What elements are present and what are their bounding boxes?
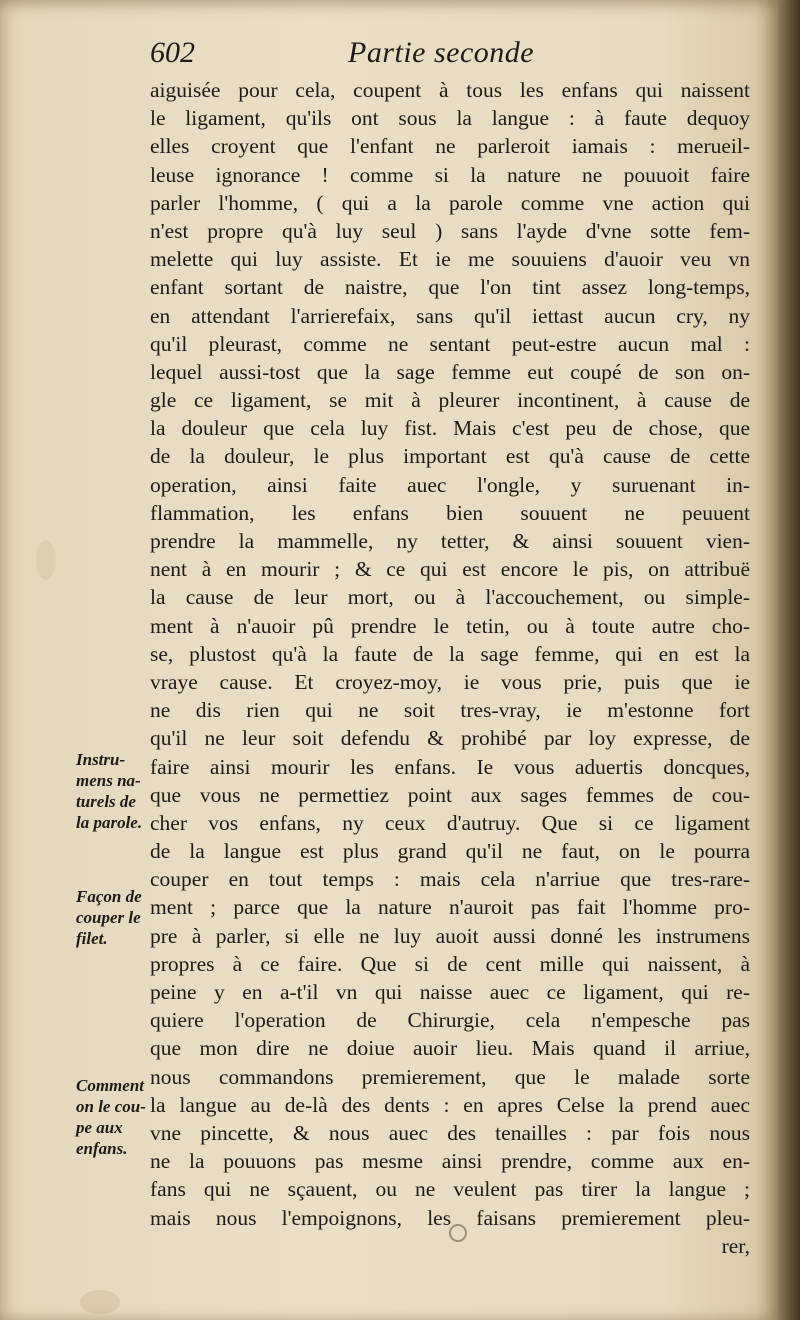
- margin-note-line: Comment: [76, 1076, 145, 1095]
- printer-ornament: [449, 1224, 467, 1242]
- margin-note-line: Façon de: [76, 887, 142, 906]
- margin-note-instruments: [76, 749, 156, 833]
- margin-note-line: enfans.: [76, 1139, 128, 1158]
- text-line: qu'il pleurast, comme ne sentant peut-estre aucun mal :: [150, 331, 750, 356]
- text-line: que mon dire ne doiue auoir lieu. Mais quand il arriue,: [150, 1036, 750, 1061]
- text-line: la douleur que cela luy fist. Mais c'est peu de chose, que: [150, 416, 750, 441]
- text-line: n'est propre qu'à luy seul ) sans l'ayde d'vne sotte fem-: [150, 218, 750, 243]
- text-line: parler l'homme, ( qui a la parole comme vne action qui: [150, 190, 750, 215]
- text-line: la langue au de-là des dents : en apres Celse la prend auec: [150, 1092, 750, 1117]
- text-line: le ligament, qu'ils ont sous la langue : à faute dequoy: [150, 106, 750, 131]
- margin-note-line: filet.: [76, 929, 108, 948]
- running-head: Partie seconde: [348, 36, 535, 69]
- text-line: la cause de leur mort, ou à l'accouchement, ou simple-: [150, 585, 750, 610]
- text-line: gle ce ligament, se mit à pleurer incontinent, à cause de: [150, 388, 750, 413]
- text-line: enfant sortant de naistre, que l'on tint assez long-temps,: [150, 275, 750, 300]
- text-line: vne pincette, & nous auec des tenailles : par fois nous: [150, 1120, 750, 1145]
- text-line: lequel aussi-tost que la sage femme eut coupé de son on-: [150, 359, 750, 384]
- margin-note-line: mens na-: [76, 771, 141, 790]
- text-line: prendre la mammelle, ny tetter, & ainsi souuent vien-: [150, 529, 750, 553]
- margin-note-cutting: [76, 886, 156, 949]
- text-line: ment ; parce que la nature n'auroit pas fait l'homme pro-: [150, 895, 750, 920]
- text-line: faire ainsi mourir les enfans. Ie vous aduertis doncques,: [150, 754, 750, 779]
- text-line: en attendant l'arrierefaix, sans qu'il iettast aucun cry, ny: [150, 303, 750, 328]
- text-line: couper en tout temps : mais cela n'arriue que tres-rare-: [150, 867, 750, 892]
- margin-note-line: Instru-: [76, 750, 126, 769]
- text-line: pre à parler, si elle ne luy auoit aussi donné les instrumens: [150, 923, 750, 948]
- text-line: de la langue est plus grand qu'il ne faut, on le pourra: [150, 839, 750, 864]
- text-line: ne la pouuons pas mesme ainsi prendre, comme aux en-: [150, 1149, 750, 1174]
- text-line: elles croyent que l'enfant ne parleroit iamais : merueil-: [150, 134, 750, 159]
- text-line: ment à n'auoir pû prendre le tetin, ou à toute autre cho-: [150, 613, 750, 638]
- text-line: ne dis rien qui ne soit tres-vray, ie m'estonne fort: [150, 698, 750, 723]
- margin-note-children: [76, 1075, 156, 1159]
- text-line: peine y en a-t'il vn qui naisse auec ce ligament, qui re-: [150, 980, 750, 1004]
- paper-stain: [80, 1290, 120, 1314]
- text-line: leuse ignorance ! comme si la nature ne pouuoit faire: [150, 162, 750, 187]
- text-line: que vous ne permettiez point aux sages femmes de cou-: [150, 782, 750, 807]
- text-line: fans qui ne sçauent, ou ne veulent pas tirer la langue ;: [150, 1177, 750, 1202]
- margin-note-line: la parole.: [76, 813, 143, 832]
- text-line: aiguisée pour cela, coupent à tous les enfans qui naissent: [150, 78, 750, 102]
- body-text: [150, 76, 750, 1260]
- text-line: flammation, les enfans bien souuent ne peuuent: [150, 500, 750, 525]
- margin-note-line: pe aux: [76, 1118, 123, 1137]
- text-line: cher vos enfans, ny ceux d'autruy. Que si ce ligament: [150, 810, 750, 835]
- page-number: 602: [150, 36, 195, 69]
- margin-note-line: turels de: [76, 792, 136, 811]
- margin-note-line: on le cou-: [76, 1097, 146, 1116]
- catchword: rer,: [721, 1233, 750, 1258]
- text-line: melette qui luy assiste. Et ie me souuiens d'auoir veu vn: [150, 247, 750, 272]
- text-line: quiere l'operation de Chirurgie, cela n'empesche pas: [150, 1008, 750, 1033]
- margin-note-line: couper le: [76, 908, 141, 927]
- text-line: de la douleur, le plus important est qu'à cause de cette: [150, 444, 750, 469]
- text-line: operation, ainsi faite auec l'ongle, y suruenant in-: [150, 472, 750, 497]
- text-line: propres à ce faire. Que si de cent mille qui naissent, à: [150, 951, 750, 976]
- text-line: mais nous l'empoignons, les faisans premierement pleu-: [150, 1205, 750, 1230]
- text-line: nous commandons premierement, que le malade sorte: [150, 1064, 750, 1089]
- text-line: se, plustost qu'à la faute de la sage femme, qui en est la: [150, 641, 750, 666]
- paper-stain: [36, 540, 56, 580]
- page-header: [150, 36, 750, 76]
- text-line: qu'il ne leur soit defendu & prohibé par loy expresse, de: [150, 726, 750, 751]
- text-line: nent à en mourir ; & ce qui est encore le pis, on attribuë: [150, 557, 750, 582]
- text-line: vraye cause. Et croyez-moy, ie vous prie, puis que ie: [150, 669, 750, 694]
- book-spine: [778, 0, 800, 1320]
